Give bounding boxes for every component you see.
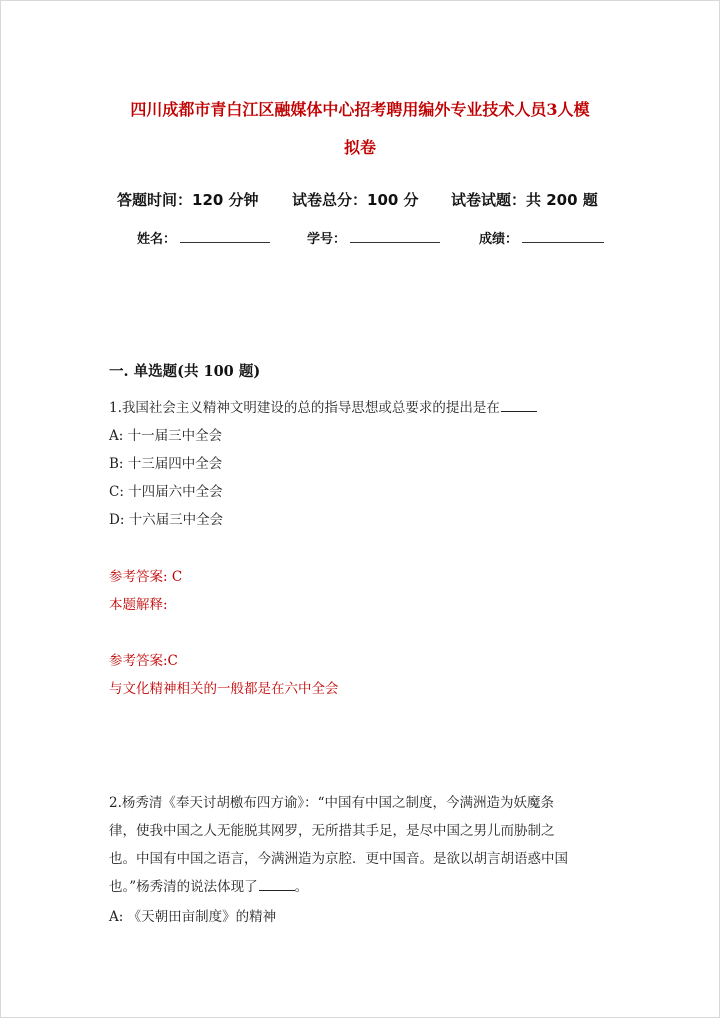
- student-id-field[interactable]: [350, 242, 440, 243]
- exam-meta: [0, 189, 720, 211]
- student-id-label: 学号：: [307, 232, 347, 247]
- question-2-option-a: A: 《天朝田亩制度》的精神: [109, 909, 277, 925]
- exam-time: 答题时间：120 分钟: [117, 191, 259, 209]
- score-label: 成绩：: [479, 232, 519, 247]
- option-a: A: 十一届三中全会: [109, 428, 223, 444]
- exam-question-count: 试卷试题：共 200 题: [451, 191, 598, 209]
- answer-blank: [259, 878, 295, 891]
- explanation-text: 与文化精神相关的一般都是在六中全会: [109, 681, 339, 697]
- question-2-line-3: 也。中国有中国之语言，今满洲造为京腔．更中国音。是欲以胡言胡语惑中国: [109, 851, 568, 867]
- question-2-line-2: 律，使我中国之人无能脱其网罗，无所措其手足，是尽中国之男儿而胁制之: [109, 823, 555, 839]
- score-field[interactable]: [522, 242, 604, 243]
- option-c: C: 十四届六中全会: [109, 484, 223, 500]
- question-2-text: 也。”杨秀清的说法体现了: [109, 879, 258, 895]
- exam-total-score: 试卷总分：100 分: [292, 191, 419, 209]
- question-1-text: 1.我国社会主义精神文明建设的总的指导思想或总要求的提出是在: [109, 400, 500, 416]
- section-title: 一. 单选题(共 100 题): [109, 363, 261, 380]
- student-info: [0, 228, 720, 248]
- exam-title: 四川成都市青白江区融媒体中心招考聘用编外专业技术人员3人模: [130, 100, 590, 119]
- name-field[interactable]: [180, 242, 270, 243]
- answer-blank: [501, 399, 537, 412]
- question-2-tail: 。: [294, 879, 309, 895]
- name-label: 姓名：: [137, 232, 177, 247]
- question-2-line-1: 2.杨秀清《奉天讨胡檄布四方谕》：“中国有中国之制度，今满洲造为妖魔条: [109, 795, 555, 811]
- exam-title-continued: 拟卷: [343, 138, 376, 157]
- explanation-label: 本题解释:: [109, 597, 168, 613]
- question-1-stem: [109, 396, 537, 416]
- reference-answer: 参考答案: C: [109, 569, 183, 585]
- option-b: B: 十三届四中全会: [109, 456, 223, 472]
- option-d: D: 十六届三中全会: [109, 512, 224, 528]
- reference-answer-2: 参考答案:C: [109, 653, 178, 669]
- question-2-line-4: [109, 875, 308, 895]
